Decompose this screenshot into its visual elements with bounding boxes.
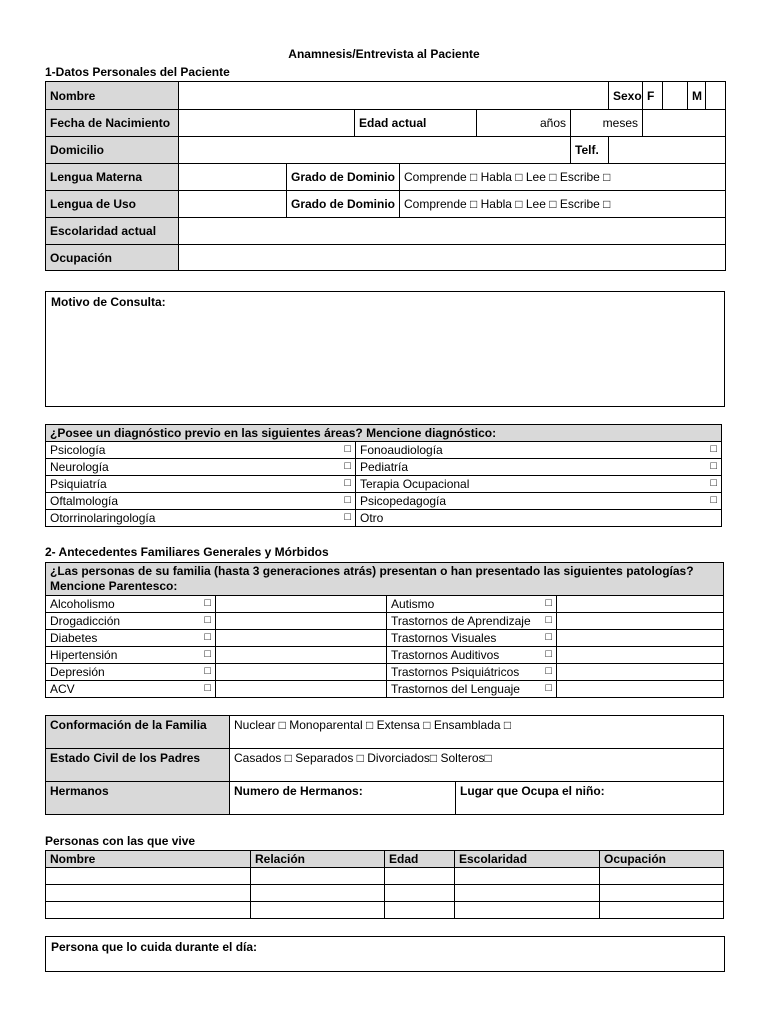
antecedentes-item[interactable] [387, 647, 557, 664]
antecedentes-item-label: Hipertensión [50, 648, 118, 662]
diagnostico-item[interactable] [46, 476, 356, 493]
antecedentes-item-label: Trastornos del Lenguaje [391, 682, 520, 696]
vive-cell[interactable] [385, 902, 455, 919]
parentesco-field[interactable] [216, 613, 387, 630]
diagnostico-row [46, 493, 722, 510]
diagnostico-item-label: Otorrinolaringología [50, 511, 156, 525]
dominio-options[interactable]: Comprende □ Habla □ Lee □ Escribe □ [400, 164, 726, 191]
antecedentes-item-label: Autismo [391, 597, 435, 611]
diagnostico-row [46, 459, 722, 476]
diagnostico-item-label: Terapia Ocupacional [360, 477, 470, 491]
diagnostico-item-label: Psicología [50, 443, 106, 457]
checkbox-icon[interactable]: □ [344, 511, 351, 523]
antecedentes-item[interactable] [46, 613, 216, 630]
parentesco-field[interactable] [557, 630, 724, 647]
checkbox-icon[interactable]: □ [545, 597, 552, 609]
vive-cell[interactable] [46, 885, 251, 902]
vive-column-header: Ocupación [600, 851, 724, 868]
checkbox-icon[interactable]: □ [204, 682, 211, 694]
antecedentes-item[interactable] [387, 681, 557, 698]
ocupacion-label: Ocupación [46, 245, 179, 271]
parentesco-field[interactable] [216, 647, 387, 664]
antecedentes-row [46, 613, 724, 630]
vive-cell[interactable] [600, 902, 724, 919]
checkbox-icon[interactable]: □ [344, 460, 351, 472]
checkbox-icon[interactable]: □ [710, 460, 718, 472]
vive-cell[interactable] [455, 885, 600, 902]
diagnostico-item[interactable] [46, 442, 356, 459]
grado-dominio-label: Grado de Dominio [287, 164, 400, 191]
vive-cell[interactable] [600, 885, 724, 902]
antecedentes-row [46, 596, 724, 613]
vive-cell[interactable] [455, 868, 600, 885]
estado-civil-label: Estado Civil de los Padres [46, 749, 230, 782]
estado-civil-options[interactable]: Casados □ Separados □ Divorciados□ Solteros□ [230, 749, 724, 782]
lugar-ocupa-field[interactable]: Lugar que Ocupa el niño: [456, 782, 724, 815]
domicilio-label: Domicilio [46, 137, 179, 164]
diagnostico-row [46, 442, 722, 459]
parentesco-field[interactable] [216, 681, 387, 698]
motivo-consulta-label: Motivo de Consulta: [51, 295, 166, 309]
diagnostico-item[interactable] [356, 493, 722, 510]
conformacion-options[interactable]: Nuclear □ Monoparental □ Extensa □ Ensamblada □ [230, 716, 724, 749]
page-title: Anamnesis/Entrevista al Paciente [288, 47, 480, 61]
antecedentes-item[interactable] [387, 664, 557, 681]
vive-cell[interactable] [46, 902, 251, 919]
antecedentes-item-label: Trastornos Psiquiátricos [391, 665, 520, 679]
diagnostico-row [46, 476, 722, 493]
sexo-f-box[interactable] [663, 82, 688, 110]
antecedentes-row [46, 647, 724, 664]
meses-field[interactable] [643, 110, 726, 137]
section1-heading: 1-Datos Personales del Paciente [45, 65, 230, 79]
checkbox-icon[interactable]: □ [545, 631, 552, 643]
antecedentes-item[interactable] [387, 630, 557, 647]
hermanos-label: Hermanos [46, 782, 230, 815]
checkbox-icon[interactable]: □ [204, 597, 211, 609]
vive-column-header: Edad [385, 851, 455, 868]
vive-cell[interactable] [600, 868, 724, 885]
section2-heading: 2- Antecedentes Familiares Generales y Mórbidos [45, 545, 329, 559]
parentesco-field[interactable] [216, 596, 387, 613]
grado-dominio-uso-label: Grado de Dominio [287, 191, 400, 218]
checkbox-icon[interactable]: □ [545, 682, 552, 694]
sexo-f-label: F [643, 82, 663, 110]
motivo-consulta-box[interactable] [45, 291, 725, 407]
antecedentes-item-label: Trastornos Visuales [391, 631, 497, 645]
nombre-label: Nombre [46, 82, 179, 110]
diagnostico-item[interactable] [356, 442, 722, 459]
vive-cell[interactable] [251, 902, 385, 919]
vive-cell[interactable] [46, 868, 251, 885]
vive-table [45, 850, 724, 919]
domicilio-field[interactable] [179, 137, 571, 164]
checkbox-icon[interactable]: □ [344, 477, 351, 489]
checkbox-icon[interactable]: □ [545, 648, 552, 660]
ocupacion-field[interactable] [179, 245, 726, 271]
diagnostico-item[interactable] [46, 510, 356, 527]
cuida-box[interactable] [45, 936, 725, 972]
antecedentes-item-label: Drogadicción [50, 614, 121, 628]
checkbox-icon[interactable]: □ [344, 494, 351, 506]
parentesco-field[interactable] [557, 613, 724, 630]
vive-cell[interactable] [251, 885, 385, 902]
diagnostico-item-label: Pediatría [360, 460, 409, 474]
diagnostico-item[interactable] [356, 459, 722, 476]
checkbox-icon[interactable]: □ [545, 665, 552, 677]
diagnostico-item[interactable] [356, 510, 722, 527]
parentesco-field[interactable] [557, 647, 724, 664]
vive-cell[interactable] [455, 902, 600, 919]
anos-label: años [477, 110, 571, 137]
lengua-materna-label: Lengua Materna [46, 164, 179, 191]
parentesco-field[interactable] [216, 630, 387, 647]
checkbox-icon[interactable]: □ [710, 443, 718, 455]
meses-label: meses [571, 110, 643, 137]
lengua-uso-field[interactable] [179, 191, 287, 218]
antecedentes-item[interactable] [46, 664, 216, 681]
antecedentes-item[interactable] [46, 647, 216, 664]
antecedentes-row [46, 681, 724, 698]
sexo-m-box[interactable] [706, 82, 726, 110]
conformacion-label: Conformación de la Familia [46, 716, 230, 749]
parentesco-field[interactable] [216, 664, 387, 681]
antecedentes-question: ¿Las personas de su familia (hasta 3 generaciones atrás) presentan o han presentado las siguientes patologías? Mencione Parentesco: [46, 563, 724, 596]
antecedentes-item[interactable] [46, 596, 216, 613]
personal-data-table [45, 81, 726, 271]
parentesco-field[interactable] [557, 664, 724, 681]
antecedentes-item-label: ACV [50, 682, 75, 696]
checkbox-icon[interactable]: □ [710, 494, 718, 506]
lengua-materna-field[interactable] [179, 164, 287, 191]
antecedentes-item[interactable] [46, 630, 216, 647]
antecedentes-item[interactable] [46, 681, 216, 698]
vive-cell[interactable] [251, 868, 385, 885]
dominio-uso-options[interactable]: Comprende □ Habla □ Lee □ Escribe □ [400, 191, 726, 218]
escolaridad-field[interactable] [179, 218, 726, 245]
checkbox-icon[interactable]: □ [344, 443, 351, 455]
antecedentes-item[interactable] [387, 596, 557, 613]
numero-hermanos-field[interactable]: Numero de Hermanos: [230, 782, 456, 815]
familia-table [45, 715, 724, 815]
diagnostico-item[interactable] [46, 493, 356, 510]
diagnostico-item-label: Otro [360, 511, 384, 525]
diagnostico-item-label: Oftalmología [50, 494, 119, 508]
checkbox-icon[interactable]: □ [204, 631, 211, 643]
lengua-uso-label: Lengua de Uso [46, 191, 179, 218]
escolaridad-label: Escolaridad actual [46, 218, 179, 245]
diagnostico-item-label: Neurología [50, 460, 109, 474]
diagnostico-item[interactable] [356, 476, 722, 493]
fecha-nacimiento-field[interactable] [179, 110, 355, 137]
diagnostico-item-label: Fonoaudiología [360, 443, 443, 457]
parentesco-field[interactable] [557, 596, 724, 613]
diagnostico-header: ¿Posee un diagnóstico previo en las siguientes áreas? Mencione diagnóstico: [46, 425, 722, 442]
vive-cell[interactable] [385, 868, 455, 885]
antecedentes-item-label: Trastornos de Aprendizaje [391, 614, 531, 628]
vive-column-header: Escolaridad [455, 851, 600, 868]
telf-label: Telf. [571, 137, 609, 164]
vive-heading: Personas con las que vive [45, 834, 196, 848]
checkbox-icon[interactable]: □ [204, 614, 211, 626]
telf-field[interactable] [609, 137, 726, 164]
sexo-m-label: M [688, 82, 706, 110]
vive-row [46, 902, 724, 919]
vive-row [46, 885, 724, 902]
antecedentes-item-label: Diabetes [50, 631, 98, 645]
diagnostico-table [45, 424, 722, 527]
vive-header-row [46, 851, 724, 868]
cuida-label: Persona que lo cuida durante el día: [51, 940, 258, 954]
antecedentes-item-label: Depresión [50, 665, 105, 679]
antecedentes-row [46, 664, 724, 681]
antecedentes-row [46, 630, 724, 647]
checkbox-icon[interactable]: □ [710, 477, 718, 489]
edad-actual-label: Edad actual [355, 110, 477, 137]
antecedentes-item[interactable] [387, 613, 557, 630]
vive-cell[interactable] [385, 885, 455, 902]
checkbox-icon[interactable]: □ [204, 648, 211, 660]
nombre-field[interactable] [179, 82, 609, 110]
diagnostico-item-label: Psicopedagogía [360, 494, 447, 508]
checkbox-icon[interactable]: □ [545, 614, 552, 626]
vive-column-header: Nombre [46, 851, 251, 868]
diagnostico-item[interactable] [46, 459, 356, 476]
vive-column-header: Relación [251, 851, 385, 868]
antecedentes-item-label: Alcoholismo [50, 597, 115, 611]
antecedentes-table [45, 562, 724, 698]
antecedentes-item-label: Trastornos Auditivos [391, 648, 500, 662]
vive-row [46, 868, 724, 885]
diagnostico-item-label: Psiquiatría [50, 477, 107, 491]
checkbox-icon[interactable]: □ [204, 665, 211, 677]
sexo-label: Sexo [609, 82, 643, 110]
parentesco-field[interactable] [557, 681, 724, 698]
diagnostico-row [46, 510, 722, 527]
fecha-nacimiento-label: Fecha de Nacimiento [46, 110, 179, 137]
